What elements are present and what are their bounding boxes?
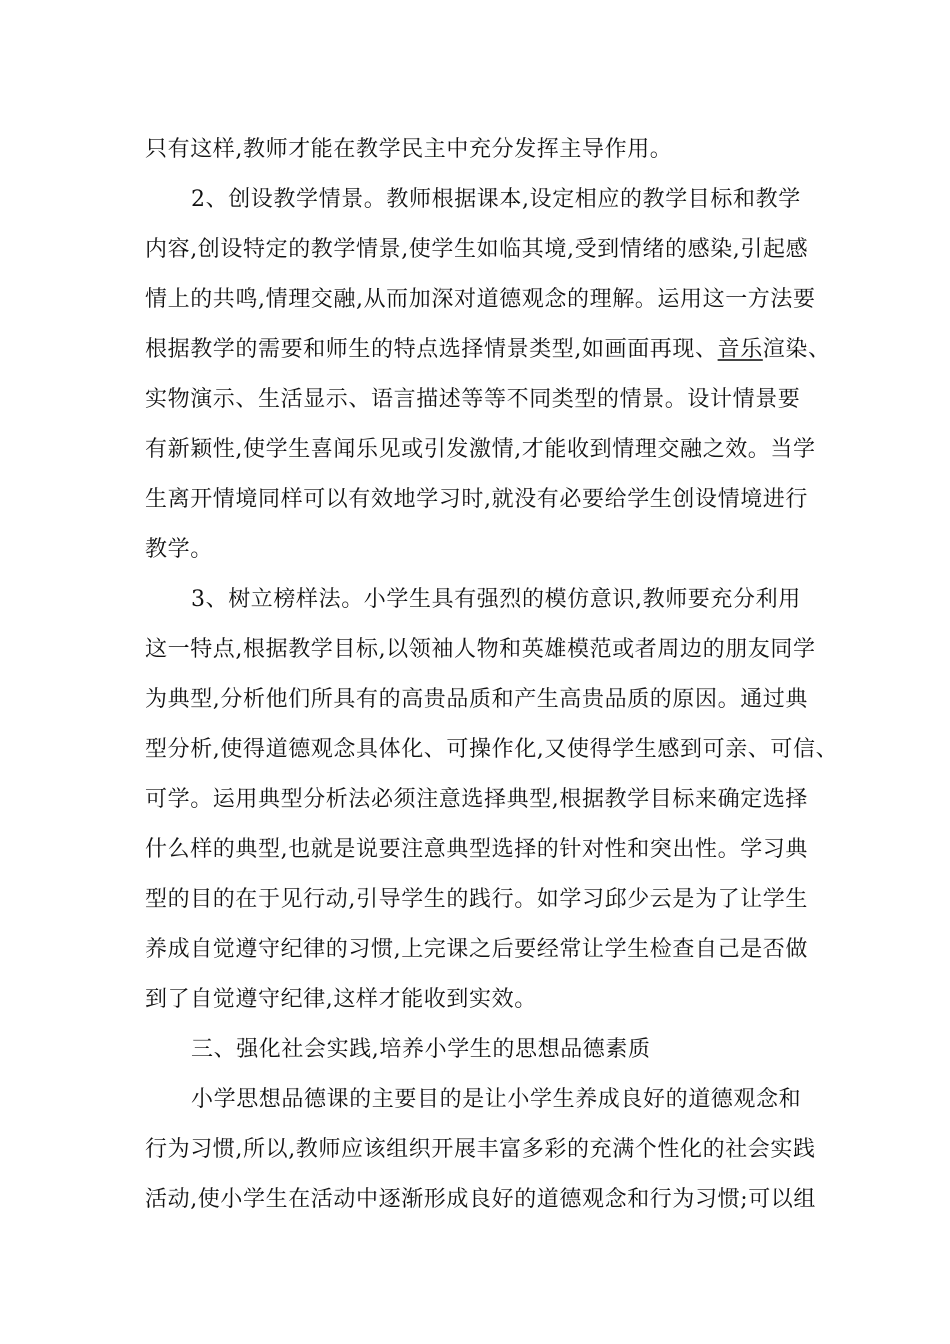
paragraph-line: 为典型,分析他们所具有的高贵品质和产生高贵品质的原因。通过典 bbox=[145, 687, 808, 712]
paragraph-line: 3、树立榜样法。小学生具有强烈的模仿意识,教师要充分利用 bbox=[191, 587, 801, 612]
paragraph-line: 小学思想品德课的主要目的是让小学生养成良好的道德观念和 bbox=[191, 1087, 802, 1112]
paragraph-line: 行为习惯,所以,教师应该组织开展丰富多彩的充满个性化的社会实践 bbox=[145, 1137, 816, 1162]
paragraph-line: 只有这样,教师才能在教学民主中充分发挥主导作用。 bbox=[145, 137, 673, 162]
paragraph-line: 可学。运用典型分析法必须注意选择典型,根据教学目标来确定选择 bbox=[145, 787, 808, 812]
paragraph-line: 活动,使小学生在活动中逐渐形成良好的道德观念和行为习惯;可以组 bbox=[145, 1187, 817, 1212]
paragraph-line bbox=[145, 330, 831, 370]
paragraph-text: 根据教学的需要和师生的特点选择情景类型,如画面再现、 bbox=[145, 337, 718, 362]
paragraph-line: 生离开情境同样可以有效地学习时,就没有必要给学生创设情境进行 bbox=[145, 487, 808, 512]
paragraph-line: 型分析,使得道德观念具体化、可操作化,又使得学生感到可亲、可信、 bbox=[145, 737, 839, 762]
paragraph-line: 2、创设教学情景。教师根据课本,设定相应的教学目标和教学 bbox=[191, 187, 801, 212]
paragraph-line: 有新颖性,使学生喜闻乐见或引发激情,才能收到情理交融之效。当学 bbox=[145, 437, 816, 462]
paragraph-line: 内容,创设特定的教学情景,使学生如临其境,受到情绪的感染,引起感 bbox=[145, 237, 809, 262]
paragraph-line: 教学。 bbox=[145, 537, 213, 562]
paragraph-line: 型的目的在于见行动,引导学生的践行。如学习邱少云是为了让学生 bbox=[145, 887, 808, 912]
paragraph-line: 实物演示、生活显示、语言描述等等不同类型的情景。设计情景要 bbox=[145, 387, 801, 412]
section-heading: 三、强化社会实践,培养小学生的思想品德素质 bbox=[191, 1037, 651, 1062]
music-link[interactable]: 音乐 bbox=[717, 337, 763, 362]
paragraph-line: 到了自觉遵守纪律,这样才能收到实效。 bbox=[145, 987, 537, 1012]
paragraph-line: 什么样的典型,也就是说要注意典型选择的针对性和突出性。学习典 bbox=[145, 837, 808, 862]
paragraph-line: 养成自觉遵守纪律的习惯,上完课之后要经常让学生检查自己是否做 bbox=[145, 937, 808, 962]
paragraph-line: 这一特点,根据教学目标,以领袖人物和英雄模范或者周边的朋友同学 bbox=[145, 637, 816, 662]
paragraph-line: 情上的共鸣,情理交融,从而加深对道德观念的理解。运用这一方法要 bbox=[145, 287, 816, 312]
paragraph-text: 渲染、 bbox=[762, 337, 831, 362]
